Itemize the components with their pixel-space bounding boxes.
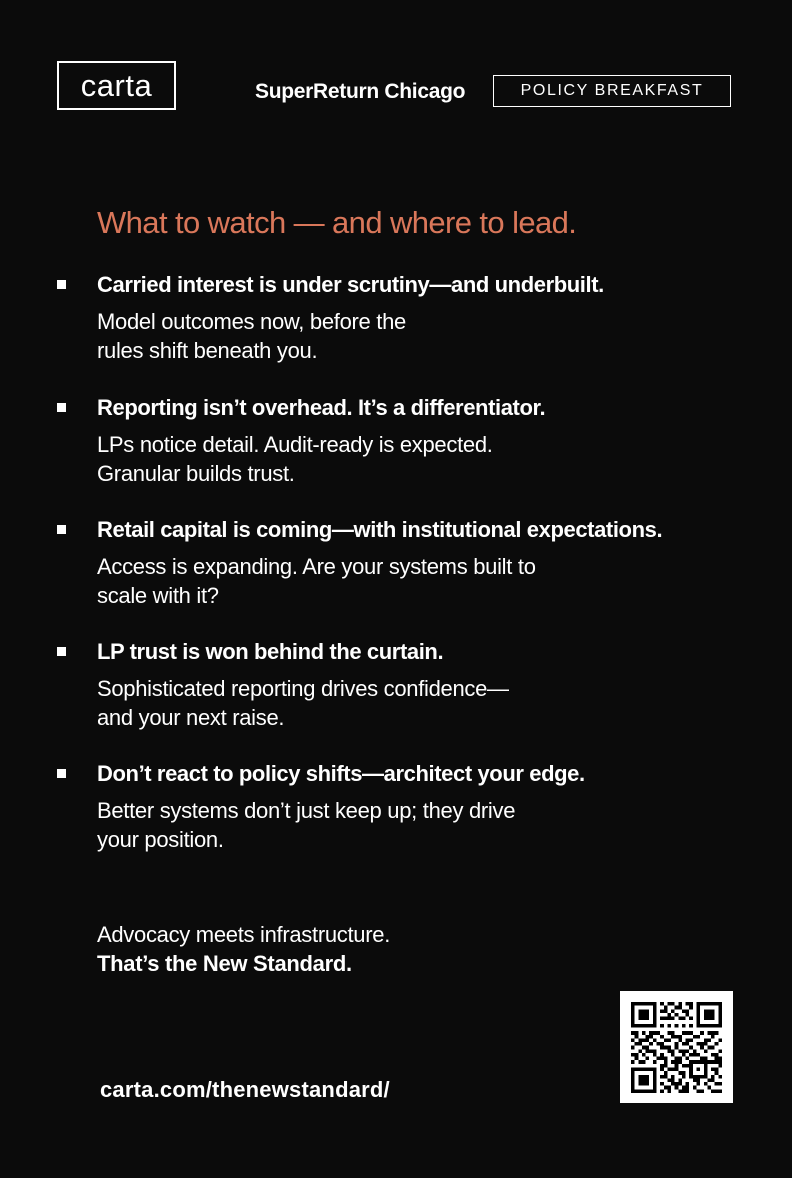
point-title: Reporting isn’t overhead. It’s a differentiator. [97, 395, 546, 420]
point-title: Retail capital is coming—with institutional expectations. [97, 517, 663, 542]
point-body [97, 552, 536, 610]
point-body-line: your position. [97, 827, 224, 852]
closing-line: Advocacy meets infrastructure. [97, 922, 391, 947]
closing-statement [97, 920, 390, 978]
logo-text: carta [80, 67, 153, 103]
event-name: SuperReturn Chicago [255, 80, 466, 103]
point-body-line: rules shift beneath you. [97, 338, 318, 363]
point-body-line: Access is expanding. Are your systems built to [97, 554, 536, 579]
point-body [97, 430, 493, 488]
point-body-line: Model outcomes now, before the [97, 309, 406, 334]
point-body-line: and your next raise. [97, 705, 285, 730]
point-body-line: scale with it? [97, 583, 219, 608]
point-title: Don’t react to policy shifts—architect your edge. [97, 761, 585, 786]
point-title: Carried interest is under scrutiny—and underbuilt. [97, 272, 604, 297]
square-bullet-icon [57, 403, 66, 412]
headline: What to watch — and where to lead. [97, 205, 577, 240]
website-link[interactable]: carta.com/thenewstandard/ [100, 1077, 390, 1102]
point-body [97, 796, 515, 854]
point-body-line: LPs notice detail. Audit-ready is expected. [97, 432, 493, 457]
point-body [97, 307, 406, 365]
square-bullet-icon [57, 769, 66, 778]
square-bullet-icon [57, 647, 66, 656]
event-badge: POLICY BREAKFAST [493, 75, 731, 107]
closing-tagline: That’s the New Standard. [97, 951, 352, 976]
qr-code-graphic [631, 1002, 722, 1093]
qr-code-icon[interactable] [620, 991, 733, 1103]
square-bullet-icon [57, 280, 66, 289]
carta-logo [57, 61, 176, 110]
point-body-line: Better systems don’t just keep up; they drive [97, 798, 516, 823]
point-title: LP trust is won behind the curtain. [97, 639, 444, 664]
square-bullet-icon [57, 525, 66, 534]
point-body [97, 674, 509, 732]
point-body-line: Sophisticated reporting drives confidence— [97, 676, 509, 701]
point-body-line: Granular builds trust. [97, 461, 295, 486]
